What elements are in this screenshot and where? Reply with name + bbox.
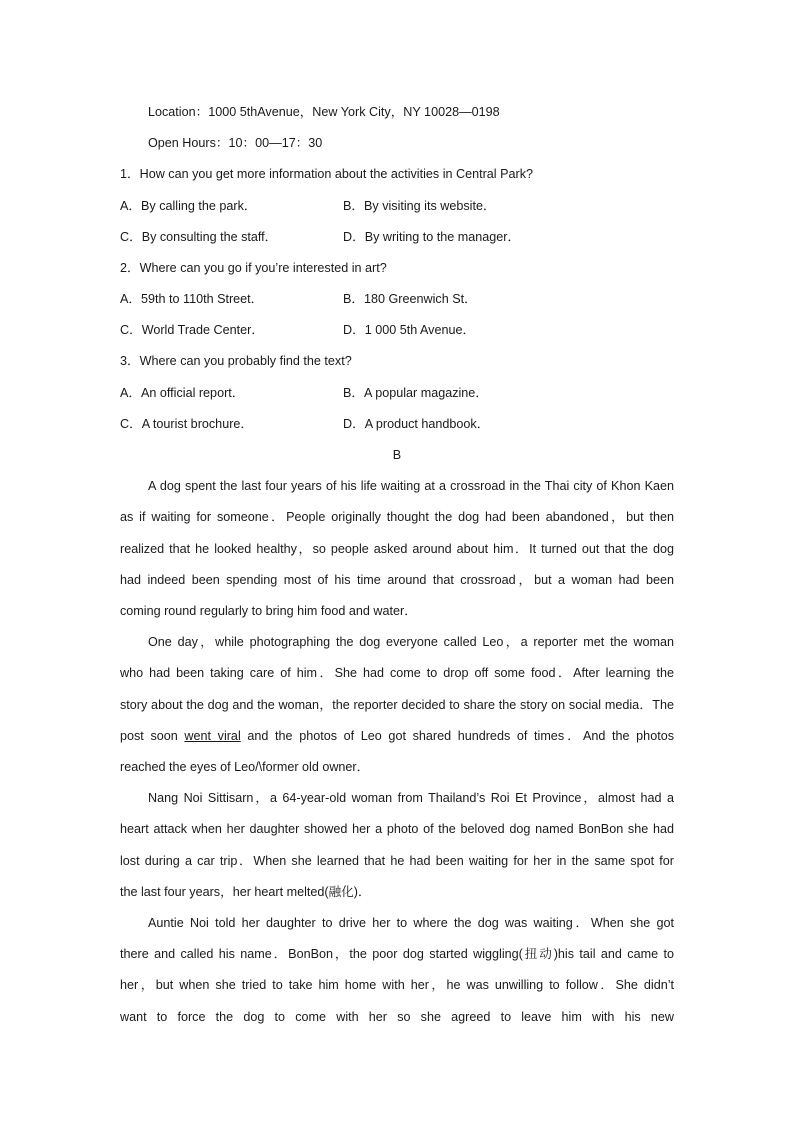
text-span: post soon bbox=[120, 729, 185, 743]
paragraph-2-line: One day，while photographing the dog everyone called Leo，a reporter met the woman bbox=[148, 635, 674, 649]
paragraph-2-line bbox=[120, 728, 674, 744]
question-3-option-c: C．A tourist brochure． bbox=[120, 417, 253, 431]
question-2-option-a: A．59th to 110th Street． bbox=[120, 292, 264, 306]
paragraph-3-line: the last four years，her heart melted(融化)． bbox=[120, 885, 371, 899]
paragraph-1-line: coming round regularly to bring him food and water． bbox=[120, 604, 417, 618]
underlined-phrase: went viral bbox=[184, 729, 241, 743]
question-3-option-d: D．A product handbook． bbox=[343, 417, 490, 431]
paragraph-4-line: her，but when she tried to take him home with her，he was unwilling to follow．She didn’t bbox=[120, 978, 674, 992]
paragraph-4-line: want to force the dog to come with her so she agreed to leave him with his new bbox=[120, 1010, 674, 1024]
paragraph-1-line: A dog spent the last four years of his life waiting at a crossroad in the Thai city of Khon Kaen bbox=[148, 479, 674, 493]
paragraph-3-line: heart attack when her daughter showed her a photo of the beloved dog named BonBon she had bbox=[120, 822, 674, 836]
question-3-option-b: B．A popular magazine． bbox=[343, 386, 488, 400]
question-3-option-a: A．An official report． bbox=[120, 386, 245, 400]
question-2-stem: 2．Where can you go if you’re interested in art? bbox=[120, 261, 387, 275]
location-line: Location：1000 5thAvenue，New York City，NY 10028—0198 bbox=[148, 105, 500, 119]
section-b-heading: B bbox=[392, 448, 402, 462]
paragraph-3-line: lost during a car trip．When she learned that he had been waiting for her in the same spot for bbox=[120, 854, 674, 868]
paragraph-2-line: reached the eyes of Leo/\former old owner． bbox=[120, 760, 370, 774]
question-2-option-b: B．180 Greenwich St． bbox=[343, 292, 477, 306]
question-1-option-a: A．By calling the park． bbox=[120, 199, 257, 213]
open-hours-line: Open Hours：10：00—17：30 bbox=[148, 136, 323, 150]
question-2-option-d: D．1 000 5th Avenue． bbox=[343, 323, 476, 337]
text-span: and the photos of Leo got shared hundreds of times．And the photos bbox=[240, 729, 674, 743]
paragraph-4-line: Auntie Noi told her daughter to drive her to where the dog was waiting．When she got bbox=[148, 916, 674, 930]
paragraph-4-line: there and called his name．BonBon，the poor dog started wiggling(扭动)his tail and came to bbox=[120, 947, 674, 961]
paragraph-1-line: had indeed been spending most of his time around that crossroad，but a woman had been bbox=[120, 573, 674, 587]
paragraph-1-line: realized that he looked healthy，so people asked around about him．It turned out that the dog bbox=[120, 542, 674, 556]
question-1-option-d: D．By writing to the manager． bbox=[343, 230, 521, 244]
paragraph-2-line: who had been taking care of him．She had come to drop off some food．After learning the bbox=[120, 666, 674, 680]
question-1-option-c: C．By consulting the staff． bbox=[120, 230, 278, 244]
paragraph-2-line: story about the dog and the woman，the reporter decided to share the story on social media．The bbox=[120, 698, 674, 712]
paragraph-3-line: Nang Noi Sittisarn，a 64-year-old woman from Thailand’s Roi Et Province，almost had a bbox=[148, 791, 674, 805]
paragraph-1-line: as if waiting for someone．People originally thought the dog had been abandoned，but then bbox=[120, 510, 674, 524]
question-2-option-c: C．World Trade Center． bbox=[120, 323, 264, 337]
question-1-stem: 1．How can you get more information about the activities in Central Park? bbox=[120, 167, 533, 181]
question-3-stem: 3．Where can you probably find the text? bbox=[120, 354, 352, 368]
question-1-option-b: B．By visiting its website． bbox=[343, 199, 496, 213]
